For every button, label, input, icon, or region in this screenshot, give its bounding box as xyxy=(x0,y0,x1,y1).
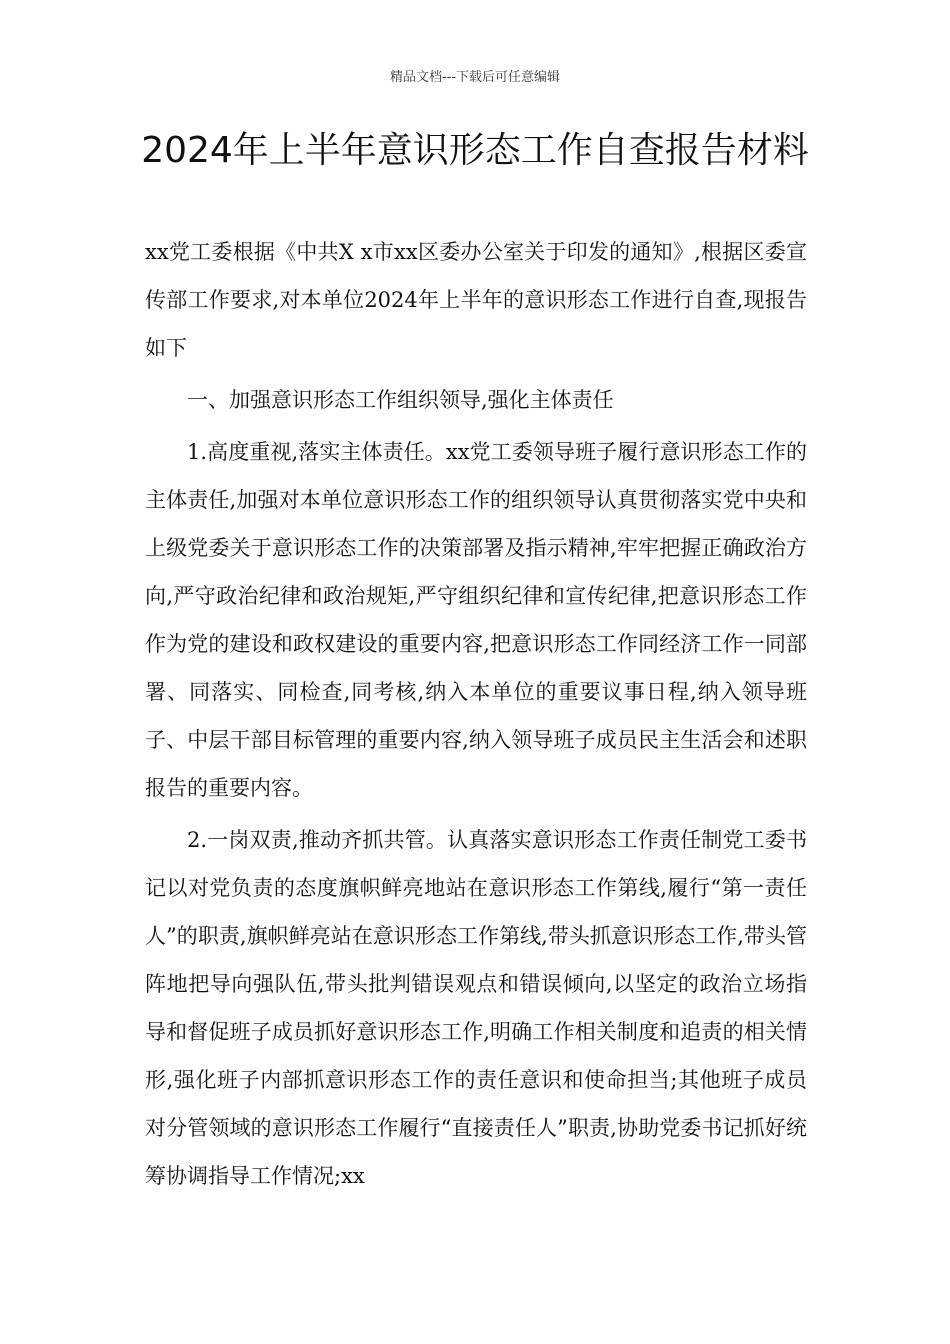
paragraph-item-2: 2.一岗双责,推动齐抓共管。认真落实意识形态工作责任制党工委书记以对党负责的态度旗帜鲜亮地站在意识形态工作第线,履行“第一责任人”的职责,旗帜鲜亮站在意识形态工作第线,带头抓意识形态工作,带头管阵地把导向强队伍,带头批判错误观点和错误倾向,以坚定的政治立场指导和督促班子成员抓好意识形态工作,明确工作相关制度和追责的相关情形,强化班子内部抓意识形态工作的责任意识和使命担当;其他班子成员对分管领域的意识形态工作履行“直接责任人”职责,协助党委书记抓好统筹协调指导工作情况;xx xyxy=(145,828,807,1188)
header-note: 精品文档---下载后可任意编辑 xyxy=(389,70,561,85)
document-title: 2024年上半年意识形态工作自查报告材料 xyxy=(141,130,809,171)
document-body xyxy=(145,228,807,1200)
paragraph-item-1: 1.高度重视,落实主体责任。xx党工委领导班子履行意识形态工作的主体责任,加强对本单位意识形态工作的组织领导认真贯彻落实党中央和上级党委关于意识形态工作的决策部署及指示精神,牢牢把握正确政治方向,严守政治纪律和政治规矩,严守组织纪律和宣传纪律,把意识形态工作作为党的建设和政权建设的重要内容,把意识形态工作同经济工作一同部署、同落实、同检查,同考核,纳入本单位的重要议事日程,纳入领导班子、中层干部目标管理的重要内容,纳入领导班子成员民主生活会和述职报告的重要内容。 xyxy=(145,440,807,800)
paragraph-intro: xx党工委根据《中共X x市xx区委办公室关于印发的通知》,根据区委宣传部工作要求,对本单位2024年上半年的意识形态工作进行自查,现报告如下 xyxy=(145,240,807,360)
section-heading-1: 一、加强意识形态工作组织领导,强化主体责任 xyxy=(187,388,614,412)
